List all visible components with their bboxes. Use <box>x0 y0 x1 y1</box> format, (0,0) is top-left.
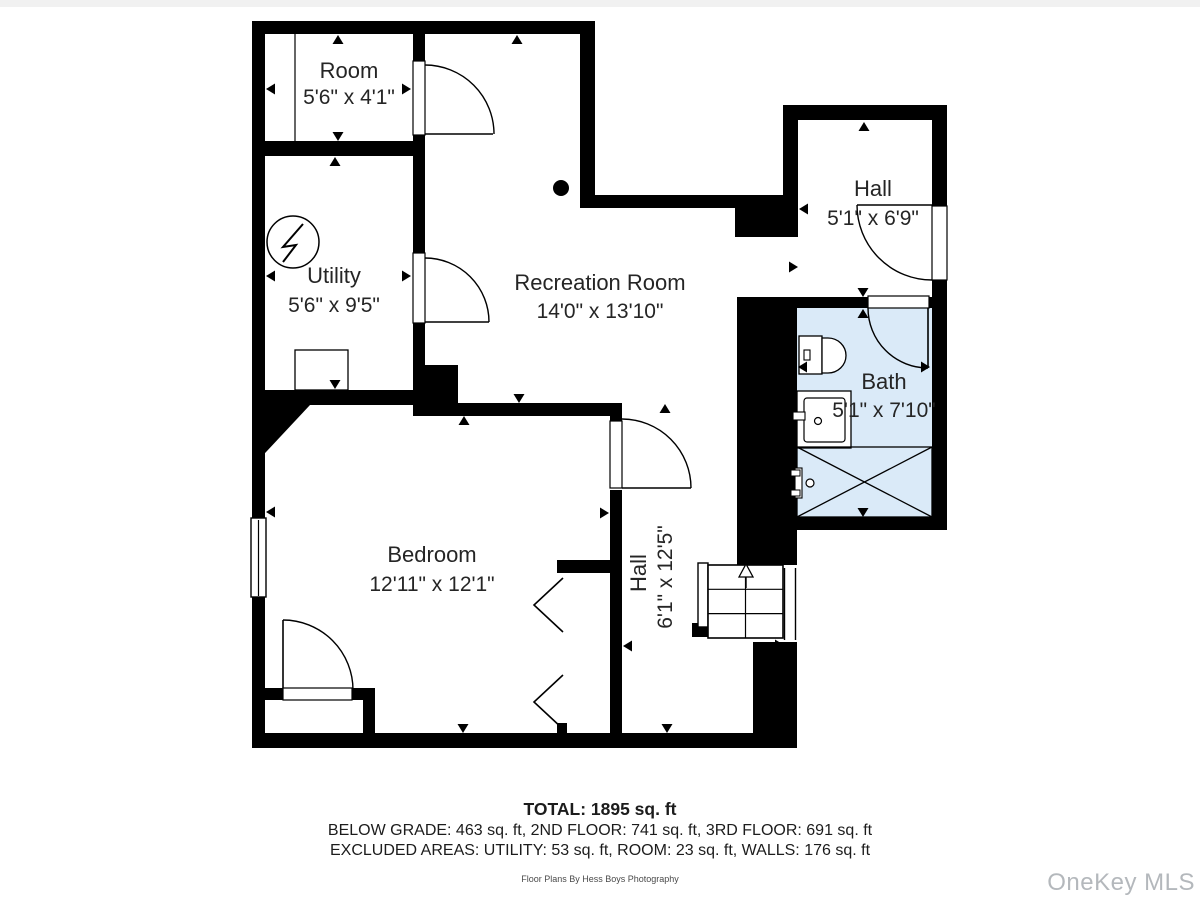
door-bedroom <box>610 419 691 488</box>
room-dims: 5'1" x 6'9" <box>827 207 919 230</box>
area-summary <box>0 799 1200 884</box>
room-label-hall-lower <box>626 525 677 629</box>
room-label-hall-upper <box>827 176 919 230</box>
room-dims: 12'11" x 12'1" <box>369 573 495 596</box>
summary-total: TOTAL: 1895 sq. ft <box>523 799 677 819</box>
room-label-room <box>303 58 395 109</box>
room-dims: 5'6" x 9'5" <box>288 294 380 317</box>
water-heater <box>295 350 348 390</box>
room-dims: 6'1" x 12'5" <box>654 525 677 629</box>
watermark-onekey-mls: OneKey MLS <box>1047 869 1195 896</box>
room-label-bedroom <box>369 542 494 596</box>
electrical-panel-icon <box>267 216 319 268</box>
room-name: Hall <box>854 176 892 201</box>
room-name: Bath <box>861 369 907 394</box>
door-bedroom-alcove <box>283 620 353 700</box>
credit-line: Floor Plans By Hess Boys Photography <box>521 874 679 884</box>
staircase <box>698 563 796 640</box>
room-label-recreation-room <box>514 270 685 323</box>
room-name: Hall <box>626 554 651 592</box>
door-room <box>413 61 494 135</box>
summary-breakdown: BELOW GRADE: 463 sq. ft, 2ND FLOOR: 741 sq. ft, 3RD FLOOR: 691 sq. ft <box>327 822 873 839</box>
room-name: Recreation Room <box>514 270 686 295</box>
window <box>251 518 266 597</box>
room-label-utility <box>288 263 380 317</box>
door-utility <box>413 253 489 323</box>
room-name: Bedroom <box>387 542 477 567</box>
room-name: Utility <box>307 263 361 288</box>
room-dims: 5'6" x 4'1" <box>303 86 395 109</box>
room-name: Room <box>319 58 379 83</box>
room-dims: 5'1" x 7'10" <box>832 399 936 422</box>
room-dims: 14'0" x 13'10" <box>536 300 664 323</box>
summary-excluded: EXCLUDED AREAS: UTILITY: 53 sq. ft, ROOM: 23 sq. ft, WALLS: 176 sq. ft <box>329 842 871 859</box>
support-column-dot <box>553 180 569 196</box>
closet-bifold-doors <box>534 578 563 729</box>
